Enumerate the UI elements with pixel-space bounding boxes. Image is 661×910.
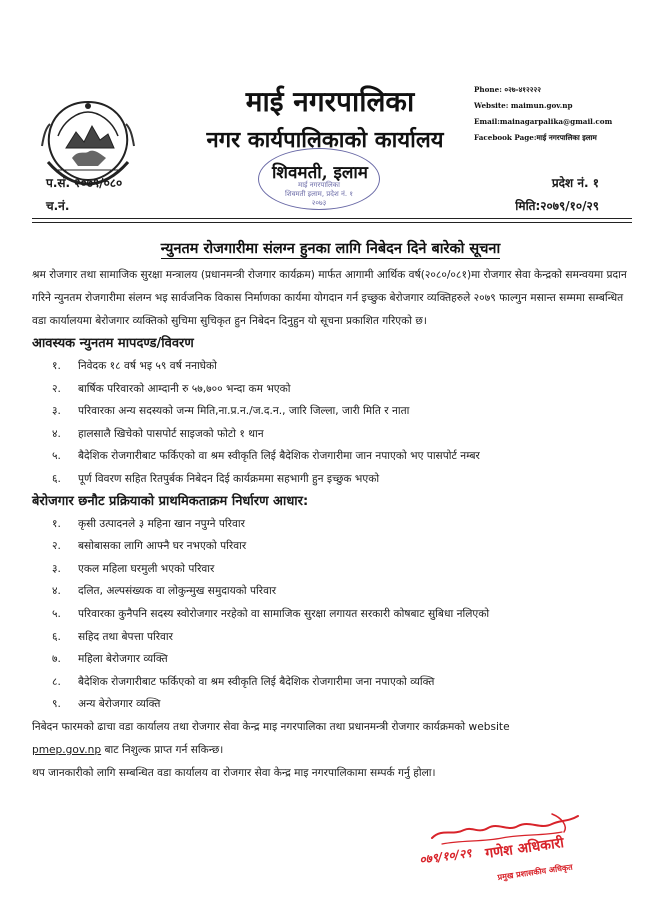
list-item-text: हालसालै खिचेको पासपोर्ट साइजको फोटो १ थान <box>78 427 264 440</box>
contact-email: Email:mainagarpalika@gmail.com <box>474 117 613 126</box>
priority-list <box>32 513 632 716</box>
header-divider <box>32 218 632 219</box>
contact-facebook: Facebook Page:माई नगरपालिका इलाम <box>474 133 597 142</box>
signature-designation: प्रमुख प्रशासकीय अधिकृत <box>497 862 574 882</box>
office-name: नगर कार्यपालिकाको कार्यालय <box>206 127 444 153</box>
list-item-number: १. <box>52 360 61 372</box>
list-item-number: ६. <box>52 472 61 485</box>
contact-website: Website: maimun.gov.np <box>474 101 573 110</box>
list-item-number: ३. <box>52 562 61 575</box>
list-item-number: ७. <box>52 653 61 666</box>
org-name: माई नगरपालिका <box>245 85 415 118</box>
list-item <box>32 580 632 603</box>
list-item-number: ५. <box>52 450 61 463</box>
list-item-text: एकल महिला घरमुली भएको परिवार <box>78 562 215 575</box>
intro-paragraph: श्रम रोजगार तथा सामाजिक सुरक्षा मन्त्रालय (प्रधानमन्त्री रोजगार कार्यक्रम) मार्फत आगामी आर्थिक वर्ष(२०८०/०८१)मा रोजगार सेवा केन्द्रको समन्वयमा प्रदान गरिने न्युनतम रोजगारीमा संलग्न भइ सार्वजनिक विकास निर्माणका कार्यमा योगदान गर्न इच्छुक बेरोजगार व्यक्तिहरुले २०७९ फाल्गुन मसान्त सम्ममा सम्बन्धित वडा कार्यालयमा बेरोजगार व्यक्तिको सुचिमा सुचिकृत हुन निबेदन दिनुहुन यो सूचना प्रकाशित गरिएको छ। <box>32 269 627 327</box>
contact-phone: Phone: ०२७-४१२२२२ <box>474 85 541 94</box>
notice-title: न्युनतम रोजगारीमा संलग्न हुनका लागि निबेदन दिने बारेको सूचना <box>160 241 501 257</box>
list-item-number: ५. <box>52 607 61 620</box>
stamp-line: माई नगरपालिका <box>298 181 340 189</box>
notice-date: मिति:२०७९/१०/२९ <box>515 199 599 213</box>
list-item-number: २. <box>52 540 61 553</box>
list-item-number: २. <box>52 382 61 395</box>
list-item <box>32 626 632 649</box>
list-item-number: ६. <box>52 630 61 643</box>
list-item-text: बार्षिक परिवारको आम्दानी रु ५७,७०० भन्दा कम भएको <box>78 382 291 395</box>
footer-line-contact: थप जानकारीको लागि सम्बन्धित वडा कार्यालय वा रोजगार सेवा केन्द्र माइ नगरपालिकामा सम्पर्क गर्नु होला। <box>32 766 436 779</box>
dispatch-number: च.नं. <box>46 199 70 213</box>
list-item-number: ३. <box>52 405 61 418</box>
office-stamp <box>258 148 380 210</box>
list-item-number: ४. <box>52 427 61 440</box>
list-item-text: अन्य बेरोजगार व्यक्ति <box>78 698 161 711</box>
notice-body <box>32 264 632 785</box>
section-priority-title: बेरोजगार छनौट प्रक्रियाको प्राथमिकताक्रम निर्धारण आधार: <box>32 493 309 509</box>
list-item-text: परिवारका अन्य सदस्यको जन्म मिति,ना.प्र.न./ज.द.न., जारि जिल्ला, जारी मिति र नाता <box>78 405 410 418</box>
list-item-number: ४. <box>52 585 61 598</box>
contact-block <box>474 82 654 146</box>
list-item <box>32 671 632 694</box>
list-item <box>32 693 632 716</box>
list-item <box>32 468 632 491</box>
criteria-list <box>32 355 632 491</box>
list-item-number: १. <box>52 517 61 530</box>
list-item <box>32 378 632 401</box>
footer-line-form: निबेदन फारमको ढाचा वडा कार्यालय तथा रोजगार सेवा केन्द्र माइ नगरपालिका तथा प्रधानमन्त्री रोजगार कार्यक्रमको website <box>32 720 510 733</box>
date-block <box>515 172 599 218</box>
footer-line-download <box>32 739 632 762</box>
stamp-line: २०७३ <box>311 199 327 207</box>
footer-download-text: बाट निशुल्क प्राप्त गर्न सकिन्छ। <box>101 743 224 756</box>
list-item-number: ८. <box>52 675 61 688</box>
stamp-line: शिवमती इलाम, प्रदेश नं. १ <box>285 190 353 198</box>
list-item-text: सहिद तथा बेपत्ता परिवार <box>78 630 173 643</box>
list-item-text: निवेदक १८ वर्ष भइ ५९ वर्ष ननाघेको <box>78 360 217 372</box>
office-location: शिवमती, इलाम <box>272 163 368 183</box>
list-item-text: बैदेशिक रोजगारीबाट फर्किएको वा श्रम स्वीकृति लिई बैदेशिक रोजगारीमा जान नपाएको भए पासपोर्ट नम्बर <box>78 450 480 463</box>
list-item-text: परिवारका कुनैपनि सदस्य स्वोरोजगार नरहेको वा सामाजिक सुरक्षा लगायत सरकारी कोषबाट सुबिधा नलिएको <box>78 607 490 620</box>
list-item <box>32 648 632 671</box>
list-item <box>32 445 632 468</box>
signature-name: गणेश अधिकारी <box>484 835 565 862</box>
list-item <box>32 355 632 378</box>
list-item-text: बसोबासका लागि आफ्नै घर नभएको परिवार <box>78 540 247 553</box>
list-item-text: दलित, अल्पसंख्यक वा लोकुन्मुख समुदायको परिवार <box>78 585 277 598</box>
list-item-text: कृसी उत्पादनले ३ महिना खान नपुग्ने परिवार <box>78 517 245 530</box>
reference-block <box>46 172 122 218</box>
province-label: प्रदेश नं. १ <box>551 176 599 190</box>
header-divider-second <box>32 222 632 223</box>
list-item-text: महिला बेरोजगार व्यक्ति <box>78 653 168 666</box>
list-item <box>32 558 632 581</box>
list-item <box>32 513 632 536</box>
ref-number: प.सं. २०७९/०८० <box>46 176 123 190</box>
list-item-number: ९. <box>52 698 61 711</box>
list-item <box>32 535 632 558</box>
section-criteria-title: आवस्यक न्युनतम मापदण्ड/विवरण <box>32 336 194 351</box>
list-item <box>32 603 632 626</box>
signature-date: ०७९/१०/२९ <box>418 845 473 867</box>
list-item-text: बैदेशिक रोजगारीबाट फर्किएको वा श्रम स्वीकृति लिई बैदेशिक रोजगारीमा जना नपाएको व्यक्ति <box>78 675 435 688</box>
website-link[interactable]: pmep.gov.np <box>32 743 102 756</box>
list-item-text: पूर्ण विवरण सहित रितपुर्बक निबेदन दिई कार्यक्रममा सहभागी हुन इच्छुक भएको <box>78 472 380 485</box>
list-item <box>32 423 632 446</box>
official-signature <box>412 808 592 888</box>
list-item <box>32 400 632 423</box>
